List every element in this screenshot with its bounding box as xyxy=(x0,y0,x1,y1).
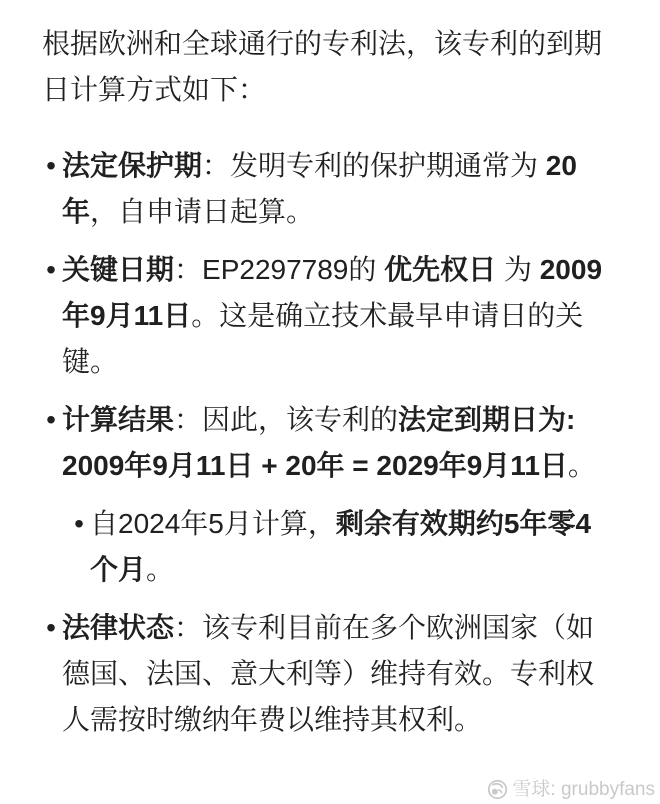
list-item xyxy=(42,143,604,235)
bold-text: 关键日期 xyxy=(62,254,175,285)
regular-text: ：因此，该专利的 xyxy=(174,404,399,435)
bold-text: 法定保护期 xyxy=(62,150,203,181)
regular-text: ，自申请日起算。 xyxy=(90,196,315,227)
regular-text: ：该专利目前在多个欧洲国家（如德国、法国、意大利等）维持有效。专利权人需按时缴纳年费以维持其权利。 xyxy=(62,612,595,735)
regular-text: ：EP2297789的 xyxy=(174,254,385,285)
regular-text: ：发明专利的保护期通常为 xyxy=(202,150,546,181)
list-item xyxy=(42,397,604,489)
bold-text: 剩余有效期约5年零4个月 xyxy=(90,508,592,585)
bullet-marker: • xyxy=(46,404,56,435)
xueqiu-logo-icon xyxy=(487,779,508,800)
bullet-marker: • xyxy=(46,150,56,181)
bullet-marker: • xyxy=(74,508,84,539)
regular-text: 为 xyxy=(496,254,540,285)
regular-text: 。 xyxy=(146,554,175,585)
bold-text: 法定到期日为: 2009年9月11日 + 20年 = 2029年9月11日 xyxy=(62,404,576,481)
list-item-text xyxy=(90,508,591,585)
list-item-text xyxy=(62,612,594,735)
regular-text: 自2024年5月计算， xyxy=(90,508,336,539)
list-item xyxy=(42,605,604,743)
watermark-text: 雪球: grubbyfans xyxy=(512,779,655,800)
list-item xyxy=(42,247,604,385)
bullet-marker: • xyxy=(46,612,56,643)
bullet-marker: • xyxy=(46,254,56,285)
bold-text: 法律状态 xyxy=(62,612,175,643)
bold-text: 计算结果 xyxy=(62,404,175,435)
bullet-list xyxy=(42,143,604,743)
regular-text: 。 xyxy=(567,450,596,481)
list-item-text xyxy=(62,150,577,227)
bold-text: 优先权日 xyxy=(384,254,497,285)
bold-text: 2009年9月11日 xyxy=(62,254,603,331)
bold-text: 20 年 xyxy=(62,150,577,227)
list-item-text xyxy=(62,254,602,377)
watermark xyxy=(487,779,655,800)
list-item-text xyxy=(62,404,596,481)
intro-paragraph xyxy=(42,21,604,113)
list-item xyxy=(70,501,604,593)
regular-text: 根据欧洲和全球通行的专利法，该专利的到期日计算方式如下： xyxy=(42,28,603,105)
regular-text: 。这是确立技术最早申请日的关键。 xyxy=(62,300,584,377)
